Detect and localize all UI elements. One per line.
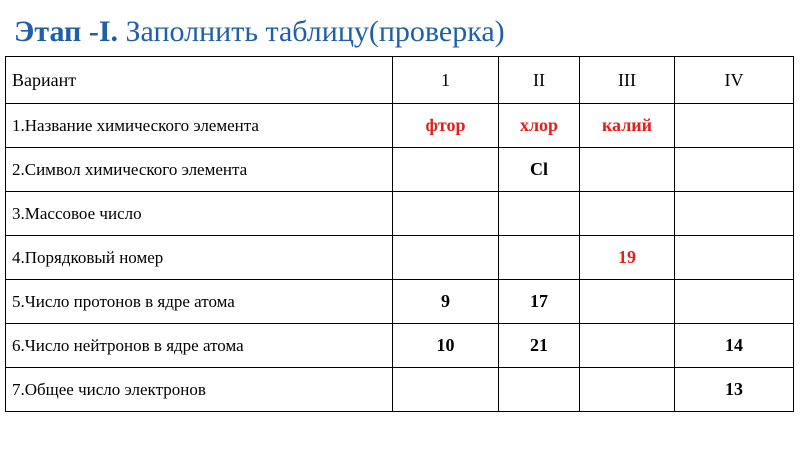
row-label: 4.Порядковый номер [6,236,393,280]
table-row [6,324,794,368]
row-label: 7.Общее число электронов [6,368,393,412]
table-cell [580,324,675,368]
table-cell [580,148,675,192]
table-cell [393,148,499,192]
table-cell [675,236,794,280]
table-row [6,192,794,236]
table-cell [580,192,675,236]
table-row [6,280,794,324]
table-cell [393,192,499,236]
title-stage: Этап -I. [14,15,119,48]
table-cell: 9 [393,280,499,324]
table-cell: Cl [499,148,580,192]
table-cell [675,104,794,148]
row-label: 1.Название химического элемента [6,104,393,148]
row-label: 5.Число протонов в ядре атома [6,280,393,324]
table-cell [580,368,675,412]
table-cell: 13 [675,368,794,412]
table-row [6,104,794,148]
row-label: 6.Число нейтронов в ядре атома [6,324,393,368]
header-variant-1: 1 [393,57,499,104]
header-variant-3: III [580,57,675,104]
table-cell: 21 [499,324,580,368]
table-cell: 10 [393,324,499,368]
table-cell [675,148,794,192]
table-cell [393,368,499,412]
header-variant-2: II [499,57,580,104]
table-cell: 14 [675,324,794,368]
table-cell [499,368,580,412]
element-table [5,56,794,412]
table-cell [675,280,794,324]
header-variant-4: IV [675,57,794,104]
page-title [14,14,505,50]
table-cell: фтор [393,104,499,148]
row-label: 3.Массовое число [6,192,393,236]
table-cell [580,280,675,324]
table-cell [393,236,499,280]
table-cell [499,236,580,280]
table-row [6,236,794,280]
header-variant: Вариант [6,57,393,104]
table-cell: 19 [580,236,675,280]
table-cell: хлор [499,104,580,148]
table-cell [499,192,580,236]
table-cell: 17 [499,280,580,324]
table-row [6,148,794,192]
table-cell: калий [580,104,675,148]
table-cell [675,192,794,236]
row-label: 2.Символ химического элемента [6,148,393,192]
title-task: Заполнить таблицу(проверка) [118,15,505,48]
table-header-row [6,57,794,104]
table-row [6,368,794,412]
